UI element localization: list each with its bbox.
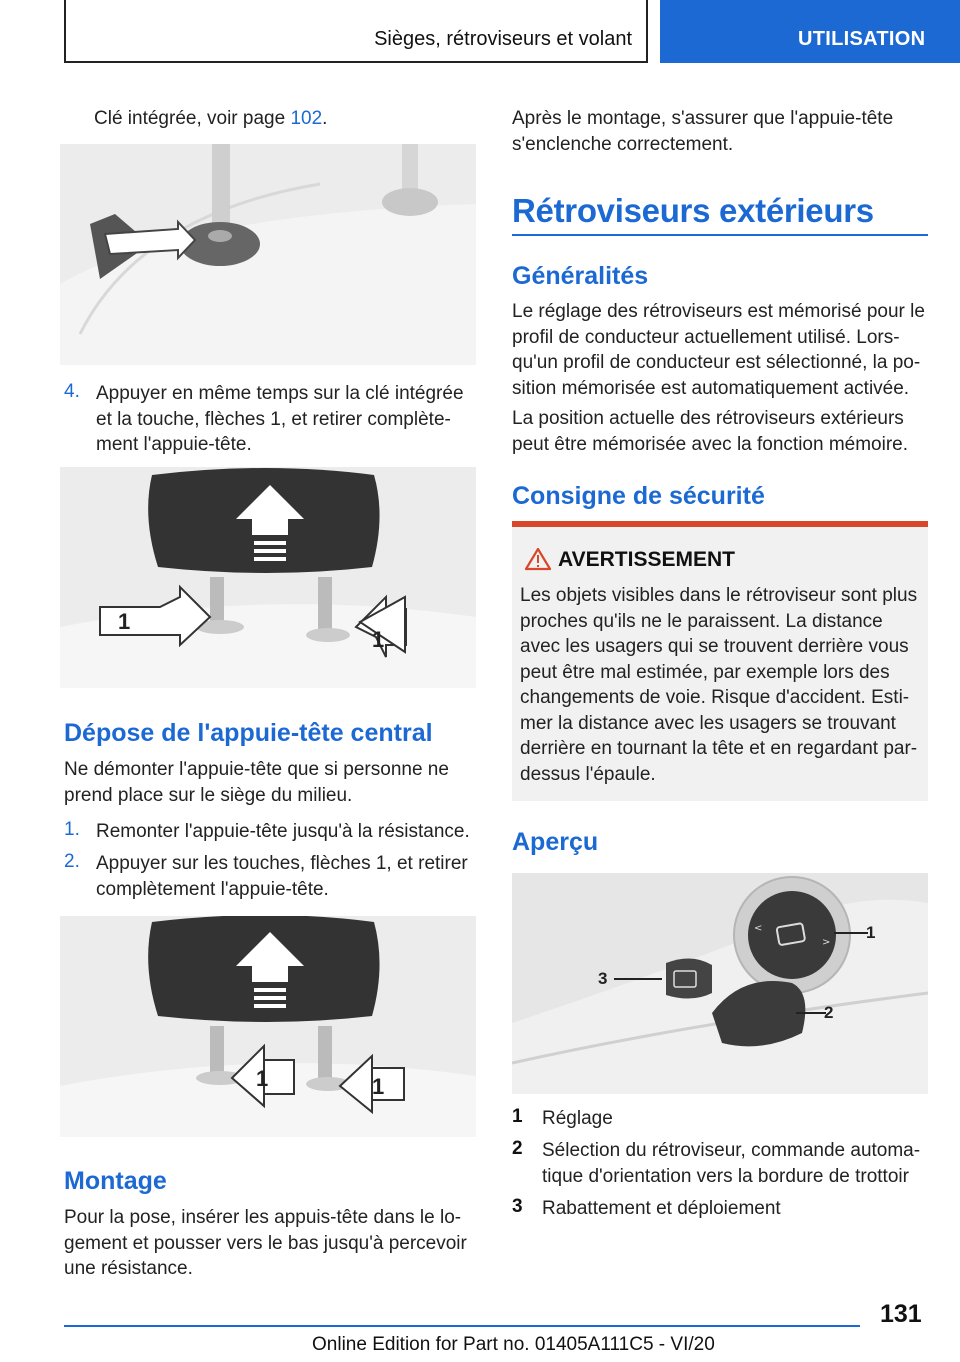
legend-text-1: Réglage: [542, 1108, 613, 1129]
depose-step-2: Appuyer sur les touches, flèches 1, et retirer complètement l'appuie-tête.: [96, 853, 468, 900]
generalites-paragraph: Le réglage des rétroviseurs est mémorisé pour le profil de conducteur actuellement utilisé. Lors- qu'un profil de conducteur est sélectionné, la po- sition mémorisée est automatiquement activée.: [512, 301, 925, 399]
figure-headrest-key: [60, 144, 476, 365]
callout-2: 2: [824, 1003, 834, 1022]
montage-paragraph: Pour la pose, insérer les appuis-tête dans le lo- gement et pousser vers le bas jusqu'à percevoir une résistance.: [64, 1207, 467, 1279]
warning-box: [512, 527, 928, 801]
warning-title: AVERTISSEMENT: [558, 548, 735, 571]
callout-1b: 1: [372, 627, 385, 652]
generalites-paragraph-2: La position actuelle des rétroviseurs extérieurs peut être mémorisée avec la fonction mémoire.: [512, 408, 909, 455]
footer-edition: Online Edition for Part no. 01405A111C5 - VI/20: [312, 1334, 715, 1355]
callout-1a: 1: [256, 1066, 269, 1091]
heading-consigne: Consigne de sécurité: [512, 482, 765, 510]
page-number: 131: [880, 1300, 922, 1328]
heading-apercu: Aperçu: [512, 828, 599, 856]
footer-rule: [64, 1325, 860, 1327]
heading-generalites: Généralités: [512, 262, 649, 290]
header-chapter-tab[interactable]: [660, 0, 960, 63]
legend-number: 2: [512, 1138, 523, 1159]
figure-mirror-controls: [512, 873, 928, 1094]
heading-montage: Montage: [64, 1167, 167, 1195]
step-4-text: Appuyer en même temps sur la clé intégrée et la touche, flèches 1, et retirer complète- ment l'appuie-tête.: [96, 383, 464, 455]
depose-step-1: Remonter l'appuie-tête jusqu'à la résistance.: [96, 821, 470, 842]
heading-rule: [512, 234, 928, 236]
step-number: 1.: [64, 819, 80, 840]
figure-center-headrest: [60, 916, 476, 1137]
callout-1: 1: [866, 923, 876, 942]
step-number: 4.: [64, 381, 80, 402]
heading-depose: Dépose de l'appuie-tête central: [64, 719, 433, 747]
callout-3: 3: [598, 969, 608, 988]
legend-number: 1: [512, 1106, 523, 1127]
header-section-title: Sièges, rétroviseurs et volant: [374, 28, 632, 50]
warning-text: Les objets visibles dans le rétroviseur sont plus proches qu'ils ne le paraissent. La distance avec les usagers qui se trouvent derrière vous peut être mal estimée, par exemple lors des changements de voie. Risque d'accident. Esti- mer la distance avec les usagers se trouvant derrière en tournant la tête et en regardant par- dessus l'épaule.: [520, 585, 918, 785]
callout-1b: 1: [372, 1074, 385, 1099]
callout-1a: 1: [118, 609, 131, 634]
montage-continued: Après le montage, s'assurer que l'appuie-tête s'enclenche correctement.: [512, 108, 894, 155]
svg-text:>: >: [822, 937, 831, 948]
svg-text:<: <: [754, 923, 763, 934]
legend-number: 3: [512, 1196, 523, 1217]
header-section-box: [64, 0, 648, 63]
depose-paragraph: Ne démonter l'appuie-tête que si personne ne prend place sur le siège du milieu.: [64, 759, 449, 806]
heading-retroviseurs: Rétroviseurs extérieurs: [512, 192, 874, 229]
legend-text-2: Sélection du rétroviseur, commande automa- tique d'orientation vers la bordure de trottoir: [542, 1140, 921, 1187]
figure-headrest-remove: [60, 467, 476, 688]
page-link[interactable]: 102: [290, 108, 323, 129]
warning-triangle-icon: [524, 547, 552, 571]
step-number: 2.: [64, 851, 80, 872]
legend-text-3: Rabattement et déploiement: [542, 1198, 781, 1219]
intro-text: Clé intégrée, voir page 102.: [94, 108, 328, 129]
header-chapter-title: UTILISATION: [798, 28, 926, 50]
